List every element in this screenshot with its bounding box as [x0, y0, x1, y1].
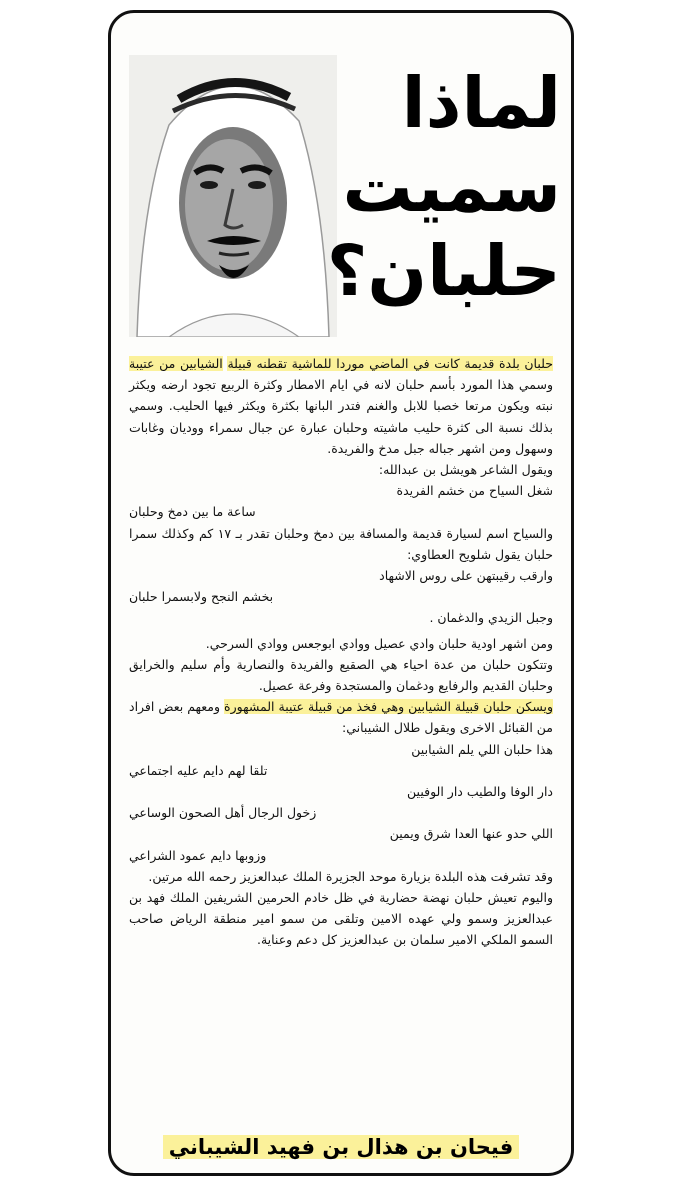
- highlighted-text: حلبان بلدة قديمة كانت في الماضي موردا للماشية تقطنه قبيلة: [227, 356, 553, 371]
- article-body: [129, 353, 553, 951]
- paragraph-today: واليوم تعيش حلبان نهضة حضارية في ظل خادم الحرمين الشريفين الملك فهد بن عبدالعزيز وسمو ولي عهده الامين وتلقى من سمو امير منطقة الرياض صاحب السمو الملكي الامير سلمان بن عبدالعزيز كل دعم وعناية.: [129, 890, 553, 948]
- paragraph-text: ومعهم بعض افراد من القبائل الاخرى ويقول طلال الشيباني:: [129, 699, 553, 736]
- verse-line: بخشم النجح ولابسمرا حلبان: [129, 589, 274, 605]
- paragraph-tribe: [129, 696, 553, 738]
- author-name: فيحان بن هذال بن فهيد الشيباني: [163, 1135, 519, 1159]
- paragraph-text: وسمي هذا المورد بأسم حلبان لانه في ايام الامطار وكثرة الربيع تجود ارضه ويكثر نبته ويكون مرتعا خصبا للابل والغنم فتدر البانها بكثرة ويكثر فيها الحليب. وسمي بذلك نسبة الى كثرة حليب ماشيته وحلبان عبارة عن جبال سمراء ووديان وغابات وسهول ومن اشهر جباله جبل مدخ والفريدة.: [129, 377, 553, 456]
- headline-line-2: سميت: [342, 146, 561, 228]
- verse-line: وجبل الزيدي والدغمان .: [429, 610, 553, 626]
- verse-line: هذا حلبان اللي يلم الشيابين: [411, 741, 553, 757]
- article-clipping: [108, 10, 574, 1176]
- paragraph-poet-intro: ويقول الشاعر هويشل بن عبدالله:: [378, 462, 553, 478]
- highlighted-text: الشيابين من عتيبة: [129, 356, 223, 371]
- headline-line-1: لماذا: [401, 62, 561, 144]
- headline-line-3: حلبان؟: [326, 230, 561, 312]
- portrait-photo: [129, 55, 337, 337]
- paragraph-intro: [129, 353, 553, 459]
- verse-line: شغل السياح من خشم الفريدة: [396, 483, 553, 499]
- paragraph-sayyah: والسياح اسم لسيارة قديمة والمسافة بين دمخ وحلبان تقدر بـ ١٧ كم وكذلك سمرا حلبان يقول شلويح العطاوي:: [129, 525, 554, 562]
- verse-line: وارقب رقيبتهن على روس الاشهاد: [379, 568, 553, 584]
- verse-line: ساعة ما بين دمخ وحلبان: [129, 504, 256, 520]
- paragraph-districts: وتتكون حلبان من عدة احياء هي الصقيع والفريدة والنصارية وأم سليم والخرايق وحلبان القديم والرفايع ودغمان والمستجدة وفرعة عصيل.: [129, 656, 553, 694]
- verse-line: دار الوفا والطيب دار الوفيين: [407, 784, 553, 800]
- paragraph-valleys: ومن اشهر اودية حلبان وادي عصيل ووادي ابوجعس ووادي السرحي.: [205, 635, 553, 651]
- author-signature: [129, 1135, 553, 1159]
- verse-line: وزوبها دايم عمود الشراعي: [129, 847, 267, 863]
- verse-line: اللي حدو عنها العدا شرق ويمين: [389, 826, 553, 842]
- highlighted-text: ويسكن حلبان قبيلة الشيابين وهي فخذ من قبيلة عتيبة المشهورة: [224, 699, 553, 715]
- paragraph-visit: وقد تشرفت هذه البلدة بزيارة موحد الجزيرة الملك عبدالعزيز رحمه الله مرتين.: [148, 868, 553, 884]
- verse-line: تلقا لهم دايم عليه اجتماعي: [129, 762, 268, 778]
- headline: [326, 61, 561, 313]
- verse-line: زخول الرجال أهل الصحون الوساعي: [129, 805, 317, 821]
